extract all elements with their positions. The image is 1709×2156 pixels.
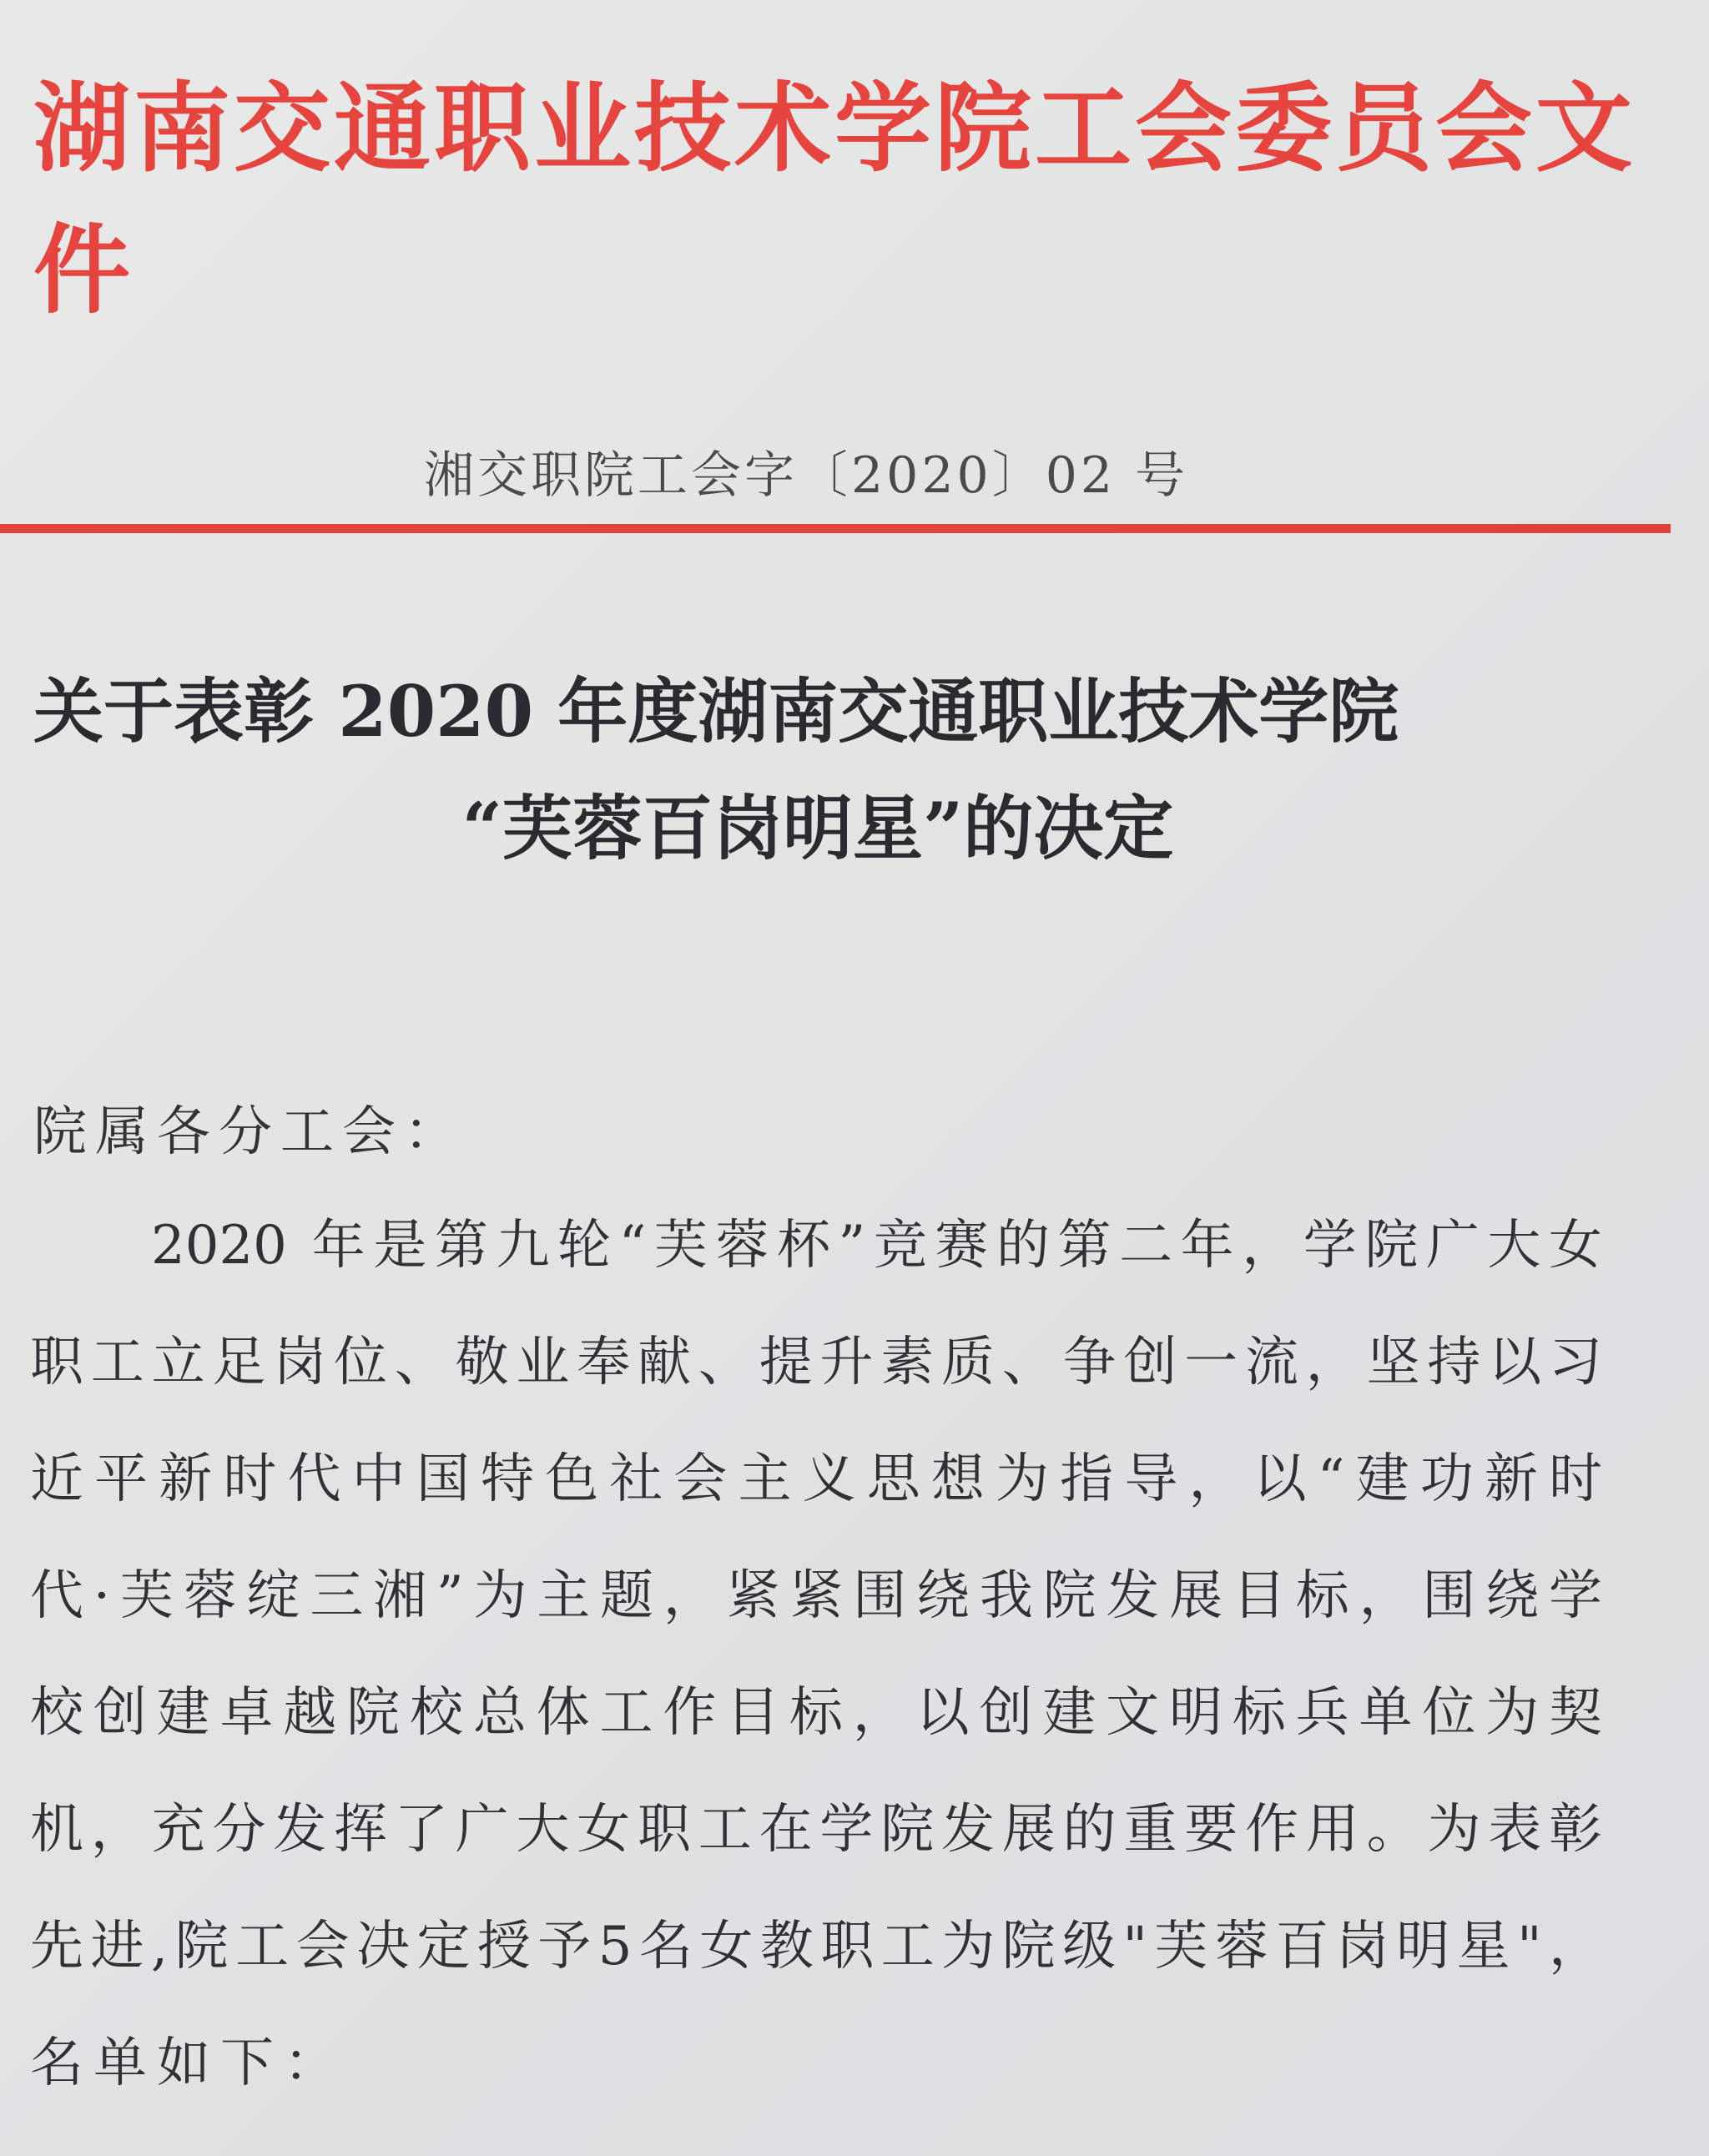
body-line: 职工立足岗位、敬业奉献、提升素质、争创一流，坚持以习	[30, 1332, 1602, 1393]
document-title-line2: “芙蓉百岗明星”的决定	[461, 787, 1174, 869]
body-line: 先进,院工会决定授予5名女教职工为院级"芙蓉百岗明星"，	[30, 1916, 1602, 1977]
body-line: 代·芙蓉绽三湘”为主题，紧紧围绕我院发展目标，围绕学	[30, 1565, 1602, 1627]
document-number: 湘交职院工会字〔2020〕02 号	[424, 446, 1189, 505]
body-line: 校创建卓越院校总体工作目标，以创建文明标兵单位为契	[30, 1682, 1602, 1744]
body-line: 机，充分发挥了广大女职工在学院发展的重要作用。为表彰	[30, 1799, 1602, 1861]
body-line: 近平新时代中国特色社会主义思想为指导，以“建功新时	[30, 1448, 1602, 1510]
document-title-line1: 关于表彰 2020 年度湖南交通职业技术学院	[33, 670, 1399, 753]
salutation: 院属各分工会：	[33, 1101, 466, 1163]
body-line: 名单如下：	[30, 2033, 347, 2094]
body-line: 2020 年是第九轮“芙蓉杯”竞赛的第二年，学院广大女	[151, 1215, 1602, 1277]
red-divider	[0, 524, 1671, 533]
document-header-title: 湖南交通职业技术学院工会委员会文件	[33, 73, 1636, 327]
